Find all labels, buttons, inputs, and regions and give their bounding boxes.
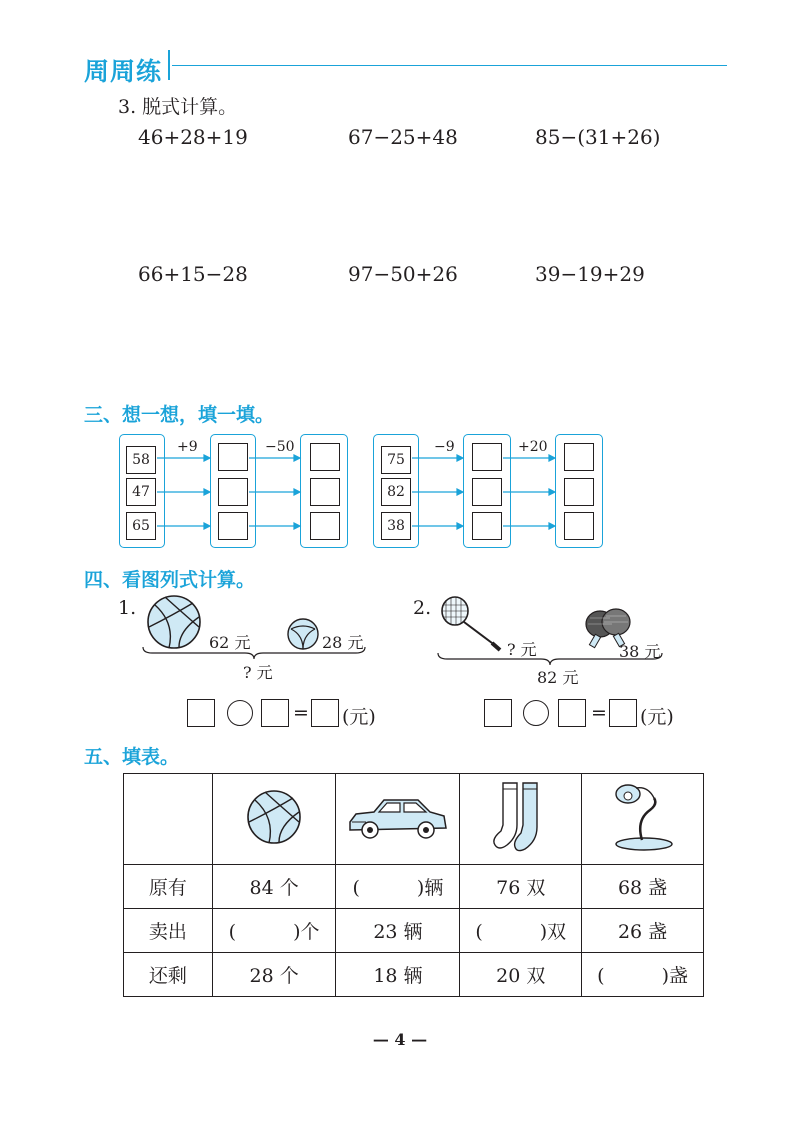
total-label: ? 元 bbox=[243, 663, 273, 682]
lamp-icon bbox=[606, 780, 680, 854]
equation-box[interactable] bbox=[187, 699, 215, 727]
badminton-racket-icon bbox=[440, 594, 506, 654]
price-label: 28 元 bbox=[322, 633, 364, 652]
expression: 67−25+48 bbox=[348, 125, 458, 149]
table-header-row bbox=[124, 774, 704, 865]
fill-table bbox=[123, 773, 704, 997]
table-icon-cell bbox=[582, 774, 704, 865]
table-cell-blank[interactable]: ( )个 bbox=[212, 909, 336, 953]
operation-label: +20 bbox=[518, 439, 548, 455]
brace bbox=[140, 645, 370, 661]
expression: 66+15−28 bbox=[138, 262, 248, 286]
price-label: ? 元 bbox=[507, 640, 537, 659]
input-value: 47 bbox=[126, 478, 156, 506]
page-title: 周周练 bbox=[84, 57, 163, 86]
table-cell: 68 盏 bbox=[582, 865, 704, 909]
expression: 46+28+19 bbox=[138, 125, 248, 149]
input-value: 82 bbox=[381, 478, 411, 506]
table-cell: 28 个 bbox=[212, 953, 336, 997]
operation-label: +9 bbox=[177, 439, 198, 455]
row-label: 卖出 bbox=[124, 909, 213, 953]
input-value: 75 bbox=[381, 446, 411, 474]
input-value: 58 bbox=[126, 446, 156, 474]
operator-circle[interactable] bbox=[227, 700, 253, 726]
car-icon bbox=[346, 792, 450, 842]
expression: 97−50+26 bbox=[348, 262, 458, 286]
table-icon-cell bbox=[336, 774, 460, 865]
equation-box[interactable] bbox=[609, 699, 637, 727]
question-3-title: 3. 脱式计算。 bbox=[118, 96, 238, 118]
operator-circle[interactable] bbox=[523, 700, 549, 726]
table-icon-cell bbox=[212, 774, 336, 865]
expression: 85−(31+26) bbox=[535, 125, 661, 149]
equals-sign: = bbox=[293, 702, 309, 724]
table-cell: 84 个 bbox=[212, 865, 336, 909]
table-cell-blank[interactable]: ( )辆 bbox=[336, 865, 460, 909]
input-value: 38 bbox=[381, 512, 411, 540]
page-number: — 4 — bbox=[372, 1030, 428, 1049]
row-label: 原有 bbox=[124, 865, 213, 909]
socks-icon bbox=[489, 779, 553, 855]
price-label: 38 元 bbox=[619, 642, 661, 661]
table-cell-blank[interactable]: ( )双 bbox=[460, 909, 582, 953]
total-label: 82 元 bbox=[537, 668, 579, 687]
unit-label: (元) bbox=[342, 706, 376, 728]
equals-sign: = bbox=[591, 702, 607, 724]
table-cell: 23 辆 bbox=[336, 909, 460, 953]
problem-number: 2. bbox=[413, 597, 432, 619]
table-cell-blank[interactable]: ( )盏 bbox=[582, 953, 704, 997]
table-corner-cell bbox=[124, 774, 213, 865]
table-row bbox=[124, 909, 704, 953]
row-label: 还剩 bbox=[124, 953, 213, 997]
section-3-title: 三、想一想，填一填。 bbox=[84, 404, 275, 426]
expression: 39−19+29 bbox=[535, 262, 645, 286]
table-cell: 18 辆 bbox=[336, 953, 460, 997]
operation-label: −50 bbox=[265, 439, 295, 455]
section-5-title: 五、填表。 bbox=[84, 746, 180, 768]
operation-label: −9 bbox=[434, 439, 455, 455]
table-cell: 26 盏 bbox=[582, 909, 704, 953]
table-icon-cell bbox=[460, 774, 582, 865]
equation-box[interactable] bbox=[484, 699, 512, 727]
basketball-icon bbox=[244, 788, 304, 846]
section-4-title: 四、看图列式计算。 bbox=[84, 569, 256, 591]
problem-number: 1. bbox=[118, 597, 137, 619]
table-cell: 76 双 bbox=[460, 865, 582, 909]
input-value: 65 bbox=[126, 512, 156, 540]
table-row bbox=[124, 953, 704, 997]
table-row bbox=[124, 865, 704, 909]
equation-box[interactable] bbox=[261, 699, 289, 727]
basketball-icon bbox=[145, 593, 205, 651]
unit-label: (元) bbox=[640, 706, 674, 728]
table-cell: 20 双 bbox=[460, 953, 582, 997]
equation-box[interactable] bbox=[311, 699, 339, 727]
price-label: 62 元 bbox=[209, 633, 251, 652]
equation-box[interactable] bbox=[558, 699, 586, 727]
